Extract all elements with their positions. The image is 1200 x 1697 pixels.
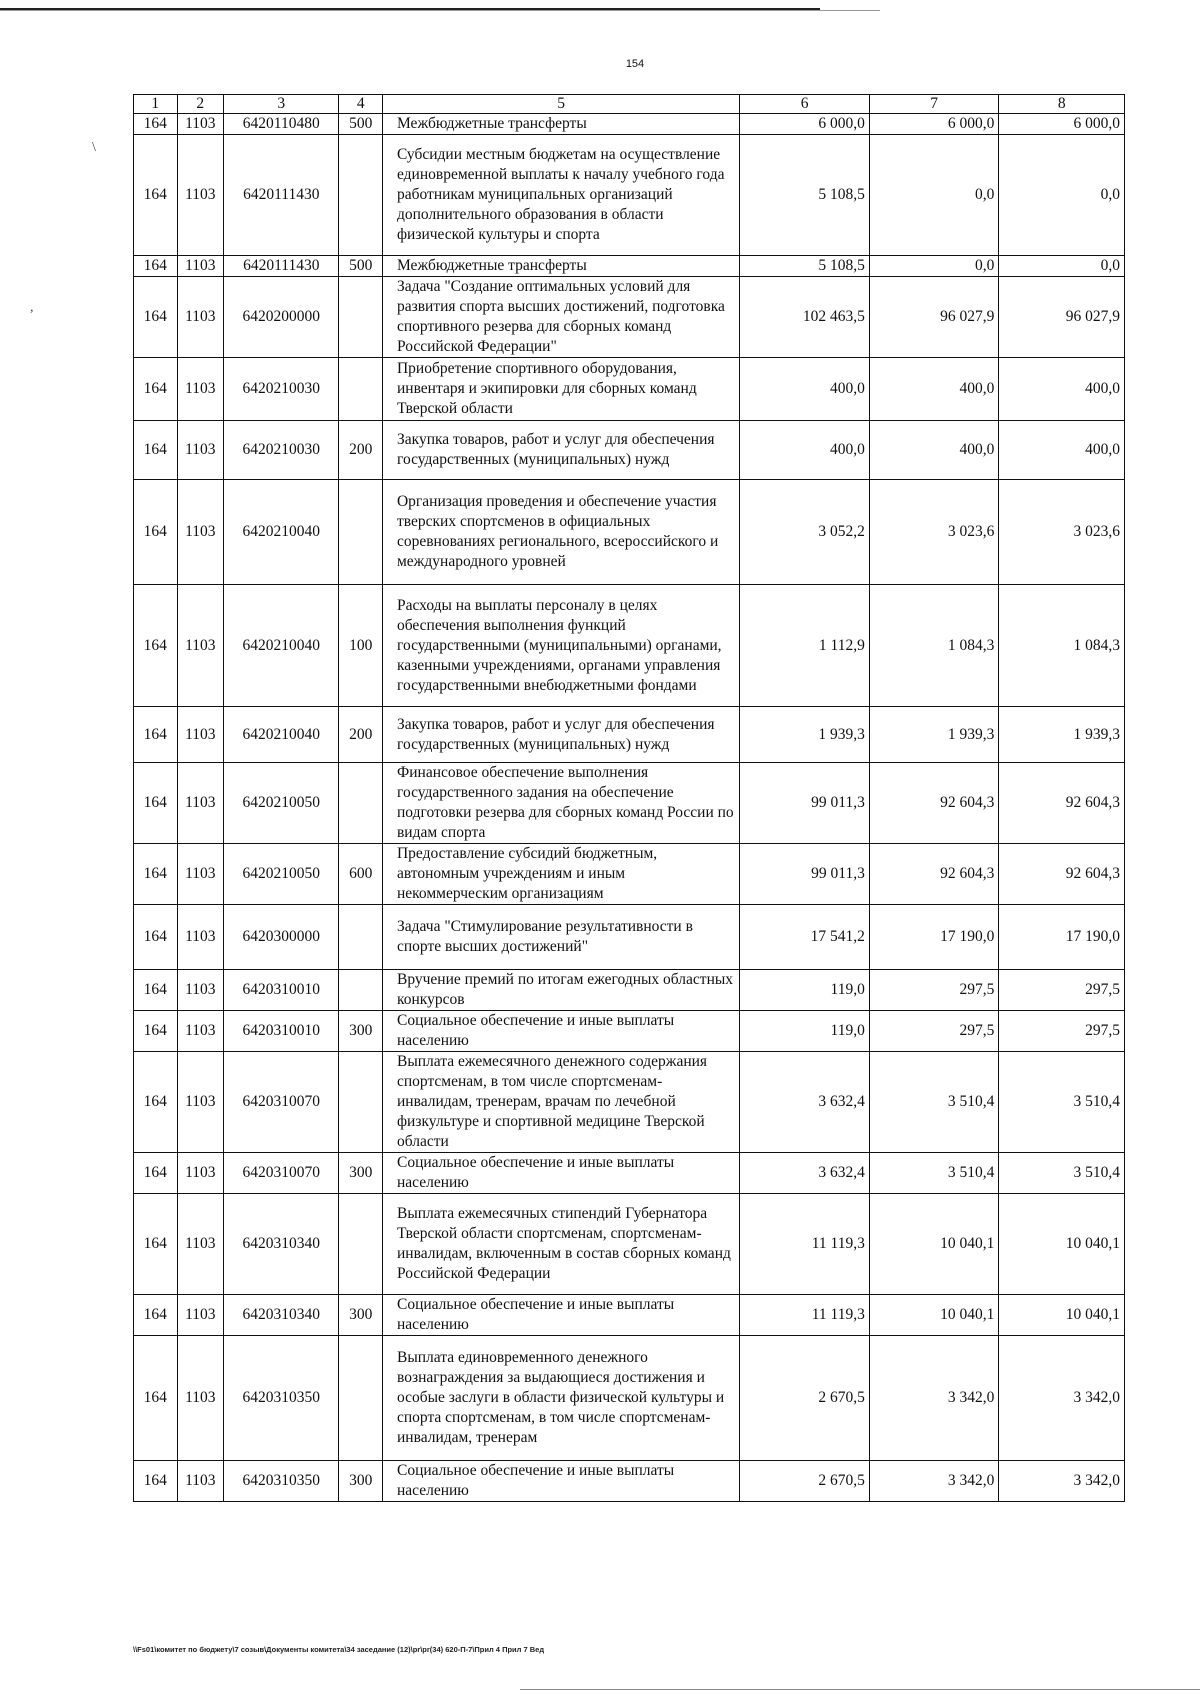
cell-c4: 500 xyxy=(339,256,383,277)
cell-c3: 6420310070 xyxy=(224,1153,339,1194)
cell-c7: 92 604,3 xyxy=(869,844,999,905)
cell-c3: 6420210050 xyxy=(224,844,339,905)
cell-c2: 1103 xyxy=(177,1052,224,1153)
column-header: 6 xyxy=(740,95,870,114)
cell-c4 xyxy=(339,763,383,844)
cell-c4 xyxy=(339,970,383,1011)
page-number: 154 xyxy=(625,58,645,70)
table-row xyxy=(134,114,1125,135)
table-row xyxy=(134,585,1125,707)
cell-c7: 92 604,3 xyxy=(869,763,999,844)
cell-c1: 164 xyxy=(134,480,178,585)
cell-c6: 2 670,5 xyxy=(740,1336,870,1461)
cell-c4: 300 xyxy=(339,1011,383,1052)
cell-c3: 6420210040 xyxy=(224,707,339,763)
cell-c8: 3 342,0 xyxy=(999,1336,1125,1461)
cell-c4 xyxy=(339,358,383,421)
cell-c1: 164 xyxy=(134,970,178,1011)
cell-c6: 5 108,5 xyxy=(740,135,870,256)
cell-c6: 11 119,3 xyxy=(740,1194,870,1295)
cell-c4 xyxy=(339,1194,383,1295)
cell-c3: 6420310070 xyxy=(224,1052,339,1153)
cell-c4 xyxy=(339,905,383,970)
cell-c8: 96 027,9 xyxy=(999,277,1125,358)
top-scan-line-thin xyxy=(0,10,880,11)
cell-c5: Вручение премий по итогам ежегодных областных конкурсов xyxy=(382,970,739,1011)
table-row xyxy=(134,1011,1125,1052)
cell-c3: 6420300000 xyxy=(224,905,339,970)
footer-file-path: \\Fs01\комитет по бюджету\7 созыв\Документы комитета\34 заседание (12)\pr\pr(34) 620-П-7\Прил 4 Прил 7 Вед xyxy=(133,1645,545,1654)
cell-c6: 17 541,2 xyxy=(740,905,870,970)
cell-c5: Финансовое обеспечение выполнения государственного задания на обеспечение подготовки резерва для сборных команд России по видам спорта xyxy=(382,763,739,844)
cell-c7: 3 342,0 xyxy=(869,1336,999,1461)
cell-c8: 92 604,3 xyxy=(999,844,1125,905)
cell-c4: 300 xyxy=(339,1153,383,1194)
cell-c1: 164 xyxy=(134,277,178,358)
cell-c7: 3 510,4 xyxy=(869,1153,999,1194)
cell-c7: 400,0 xyxy=(869,421,999,480)
cell-c4: 300 xyxy=(339,1461,383,1502)
table-header-row xyxy=(134,95,1125,114)
cell-c6: 6 000,0 xyxy=(740,114,870,135)
cell-c2: 1103 xyxy=(177,970,224,1011)
cell-c7: 297,5 xyxy=(869,1011,999,1052)
cell-c6: 119,0 xyxy=(740,970,870,1011)
cell-c2: 1103 xyxy=(177,763,224,844)
cell-c2: 1103 xyxy=(177,1336,224,1461)
cell-c4 xyxy=(339,1336,383,1461)
table-row xyxy=(134,844,1125,905)
cell-c6: 2 670,5 xyxy=(740,1461,870,1502)
cell-c1: 164 xyxy=(134,1153,178,1194)
cell-c2: 1103 xyxy=(177,480,224,585)
cell-c2: 1103 xyxy=(177,135,224,256)
cell-c3: 6420310010 xyxy=(224,970,339,1011)
cell-c7: 400,0 xyxy=(869,358,999,421)
table-row xyxy=(134,358,1125,421)
column-header: 7 xyxy=(869,95,999,114)
cell-c2: 1103 xyxy=(177,905,224,970)
cell-c6: 3 632,4 xyxy=(740,1052,870,1153)
table-row xyxy=(134,480,1125,585)
cell-c8: 92 604,3 xyxy=(999,763,1125,844)
table-row xyxy=(134,1194,1125,1295)
cell-c3: 6420210050 xyxy=(224,763,339,844)
cell-c3: 6420210040 xyxy=(224,585,339,707)
cell-c2: 1103 xyxy=(177,1295,224,1336)
cell-c2: 1103 xyxy=(177,1461,224,1502)
column-header: 8 xyxy=(999,95,1125,114)
cell-c2: 1103 xyxy=(177,277,224,358)
cell-c3: 6420310350 xyxy=(224,1461,339,1502)
cell-c8: 17 190,0 xyxy=(999,905,1125,970)
column-header: 1 xyxy=(134,95,178,114)
cell-c3: 6420310010 xyxy=(224,1011,339,1052)
cell-c5: Выплата единовременного денежного вознаграждения за выдающиеся достижения и особые заслуги в области физической культуры и спорта спортсменам, в том числе спортсменам-инвалидам, тренерам xyxy=(382,1336,739,1461)
column-header: 3 xyxy=(224,95,339,114)
cell-c4: 600 xyxy=(339,844,383,905)
cell-c1: 164 xyxy=(134,358,178,421)
cell-c8: 1 084,3 xyxy=(999,585,1125,707)
cell-c5: Задача "Стимулирование результативности в спорте высших достижений" xyxy=(382,905,739,970)
budget-table xyxy=(133,94,1125,1502)
cell-c8: 10 040,1 xyxy=(999,1295,1125,1336)
cell-c1: 164 xyxy=(134,256,178,277)
cell-c4: 200 xyxy=(339,421,383,480)
table-row xyxy=(134,763,1125,844)
cell-c6: 1 112,9 xyxy=(740,585,870,707)
cell-c6: 3 052,2 xyxy=(740,480,870,585)
cell-c5: Предоставление субсидий бюджетным, автономным учреждениям и иным некоммерческим организациям xyxy=(382,844,739,905)
cell-c1: 164 xyxy=(134,114,178,135)
cell-c5: Социальное обеспечение и иные выплаты населению xyxy=(382,1011,739,1052)
cell-c3: 6420310340 xyxy=(224,1194,339,1295)
cell-c7: 1 084,3 xyxy=(869,585,999,707)
cell-c8: 10 040,1 xyxy=(999,1194,1125,1295)
cell-c4: 200 xyxy=(339,707,383,763)
table-row xyxy=(134,1153,1125,1194)
cell-c1: 164 xyxy=(134,1336,178,1461)
cell-c5: Социальное обеспечение и иные выплаты населению xyxy=(382,1295,739,1336)
cell-c7: 0,0 xyxy=(869,256,999,277)
cell-c3: 6420111430 xyxy=(224,256,339,277)
cell-c5: Расходы на выплаты персоналу в целях обеспечения выполнения функций государственными (муниципальными) органами, казенными учреждениями, органами управления государственными внебюджетными фондами xyxy=(382,585,739,707)
cell-c8: 400,0 xyxy=(999,421,1125,480)
cell-c5: Выплата ежемесячного денежного содержания спортсменам, в том числе спортсменам-инвалидам, тренерам, врачам по лечебной физкультуре и спортивной медицине Тверской области xyxy=(382,1052,739,1153)
cell-c6: 3 632,4 xyxy=(740,1153,870,1194)
cell-c2: 1103 xyxy=(177,1194,224,1295)
cell-c5: Социальное обеспечение и иные выплаты населению xyxy=(382,1153,739,1194)
cell-c2: 1103 xyxy=(177,114,224,135)
cell-c1: 164 xyxy=(134,1295,178,1336)
cell-c7: 10 040,1 xyxy=(869,1194,999,1295)
table-row xyxy=(134,277,1125,358)
cell-c8: 1 939,3 xyxy=(999,707,1125,763)
cell-c1: 164 xyxy=(134,135,178,256)
cell-c2: 1103 xyxy=(177,1011,224,1052)
table-row xyxy=(134,1461,1125,1502)
cell-c3: 6420210040 xyxy=(224,480,339,585)
table-row xyxy=(134,135,1125,256)
cell-c2: 1103 xyxy=(177,256,224,277)
cell-c4: 500 xyxy=(339,114,383,135)
cell-c2: 1103 xyxy=(177,585,224,707)
bottom-scan-line xyxy=(520,1689,1200,1690)
cell-c7: 96 027,9 xyxy=(869,277,999,358)
cell-c1: 164 xyxy=(134,844,178,905)
cell-c5: Выплата ежемесячных стипендий Губернатора Тверской области спортсменам, спортсменам-инвалидам, включенным в состав сборных команд Российской Федерации xyxy=(382,1194,739,1295)
cell-c5: Субсидии местным бюджетам на осуществление единовременной выплаты к началу учебного года работникам муниципальных организаций дополнительного образования в области физической культуры и спорта xyxy=(382,135,739,256)
cell-c1: 164 xyxy=(134,1052,178,1153)
cell-c4 xyxy=(339,135,383,256)
cell-c7: 1 939,3 xyxy=(869,707,999,763)
cell-c1: 164 xyxy=(134,763,178,844)
table-row xyxy=(134,1295,1125,1336)
column-header: 4 xyxy=(339,95,383,114)
cell-c6: 102 463,5 xyxy=(740,277,870,358)
cell-c7: 0,0 xyxy=(869,135,999,256)
cell-c6: 400,0 xyxy=(740,421,870,480)
scan-mark: , xyxy=(30,300,34,315)
cell-c3: 6420210030 xyxy=(224,358,339,421)
cell-c4 xyxy=(339,480,383,585)
cell-c4 xyxy=(339,277,383,358)
cell-c8: 3 510,4 xyxy=(999,1153,1125,1194)
cell-c3: 6420310340 xyxy=(224,1295,339,1336)
cell-c6: 11 119,3 xyxy=(740,1295,870,1336)
cell-c1: 164 xyxy=(134,707,178,763)
column-header: 5 xyxy=(382,95,739,114)
cell-c7: 10 040,1 xyxy=(869,1295,999,1336)
cell-c1: 164 xyxy=(134,1461,178,1502)
cell-c6: 99 011,3 xyxy=(740,763,870,844)
cell-c5: Закупка товаров, работ и услуг для обеспечения государственных (муниципальных) нужд xyxy=(382,707,739,763)
cell-c7: 17 190,0 xyxy=(869,905,999,970)
cell-c2: 1103 xyxy=(177,707,224,763)
column-header: 2 xyxy=(177,95,224,114)
cell-c8: 3 023,6 xyxy=(999,480,1125,585)
cell-c5: Закупка товаров, работ и услуг для обеспечения государственных (муниципальных) нужд xyxy=(382,421,739,480)
cell-c6: 99 011,3 xyxy=(740,844,870,905)
cell-c5: Межбюджетные трансферты xyxy=(382,114,739,135)
table-row xyxy=(134,256,1125,277)
cell-c5: Межбюджетные трансферты xyxy=(382,256,739,277)
cell-c7: 3 023,6 xyxy=(869,480,999,585)
cell-c3: 6420110480 xyxy=(224,114,339,135)
table-row xyxy=(134,421,1125,480)
cell-c2: 1103 xyxy=(177,421,224,480)
cell-c1: 164 xyxy=(134,905,178,970)
cell-c1: 164 xyxy=(134,421,178,480)
cell-c8: 297,5 xyxy=(999,970,1125,1011)
table-row xyxy=(134,905,1125,970)
cell-c6: 400,0 xyxy=(740,358,870,421)
cell-c2: 1103 xyxy=(177,358,224,421)
cell-c6: 1 939,3 xyxy=(740,707,870,763)
cell-c2: 1103 xyxy=(177,844,224,905)
cell-c3: 6420200000 xyxy=(224,277,339,358)
cell-c5: Социальное обеспечение и иные выплаты населению xyxy=(382,1461,739,1502)
cell-c4: 100 xyxy=(339,585,383,707)
cell-c7: 6 000,0 xyxy=(869,114,999,135)
cell-c8: 6 000,0 xyxy=(999,114,1125,135)
cell-c8: 3 510,4 xyxy=(999,1052,1125,1153)
cell-c4: 300 xyxy=(339,1295,383,1336)
table-row xyxy=(134,1336,1125,1461)
cell-c4 xyxy=(339,1052,383,1153)
cell-c8: 400,0 xyxy=(999,358,1125,421)
cell-c7: 3 510,4 xyxy=(869,1052,999,1153)
cell-c7: 3 342,0 xyxy=(869,1461,999,1502)
cell-c8: 0,0 xyxy=(999,256,1125,277)
cell-c3: 6420310350 xyxy=(224,1336,339,1461)
cell-c5: Приобретение спортивного оборудования, инвентаря и экипировки для сборных команд Тверской области xyxy=(382,358,739,421)
cell-c8: 0,0 xyxy=(999,135,1125,256)
cell-c3: 6420210030 xyxy=(224,421,339,480)
cell-c5: Организация проведения и обеспечение участия тверских спортсменов в официальных соревнованиях регионального, всероссийского и международного уровней xyxy=(382,480,739,585)
cell-c2: 1103 xyxy=(177,1153,224,1194)
cell-c6: 119,0 xyxy=(740,1011,870,1052)
cell-c8: 3 342,0 xyxy=(999,1461,1125,1502)
table-row xyxy=(134,707,1125,763)
cell-c8: 297,5 xyxy=(999,1011,1125,1052)
cell-c1: 164 xyxy=(134,585,178,707)
cell-c5: Задача "Создание оптимальных условий для развития спорта высших достижений, подготовка спортивного резерва для сборных команд Российской Федерации" xyxy=(382,277,739,358)
cell-c6: 5 108,5 xyxy=(740,256,870,277)
cell-c1: 164 xyxy=(134,1011,178,1052)
scan-mark: \ xyxy=(92,140,96,155)
table-row xyxy=(134,1052,1125,1153)
cell-c7: 297,5 xyxy=(869,970,999,1011)
cell-c1: 164 xyxy=(134,1194,178,1295)
table-row xyxy=(134,970,1125,1011)
cell-c3: 6420111430 xyxy=(224,135,339,256)
